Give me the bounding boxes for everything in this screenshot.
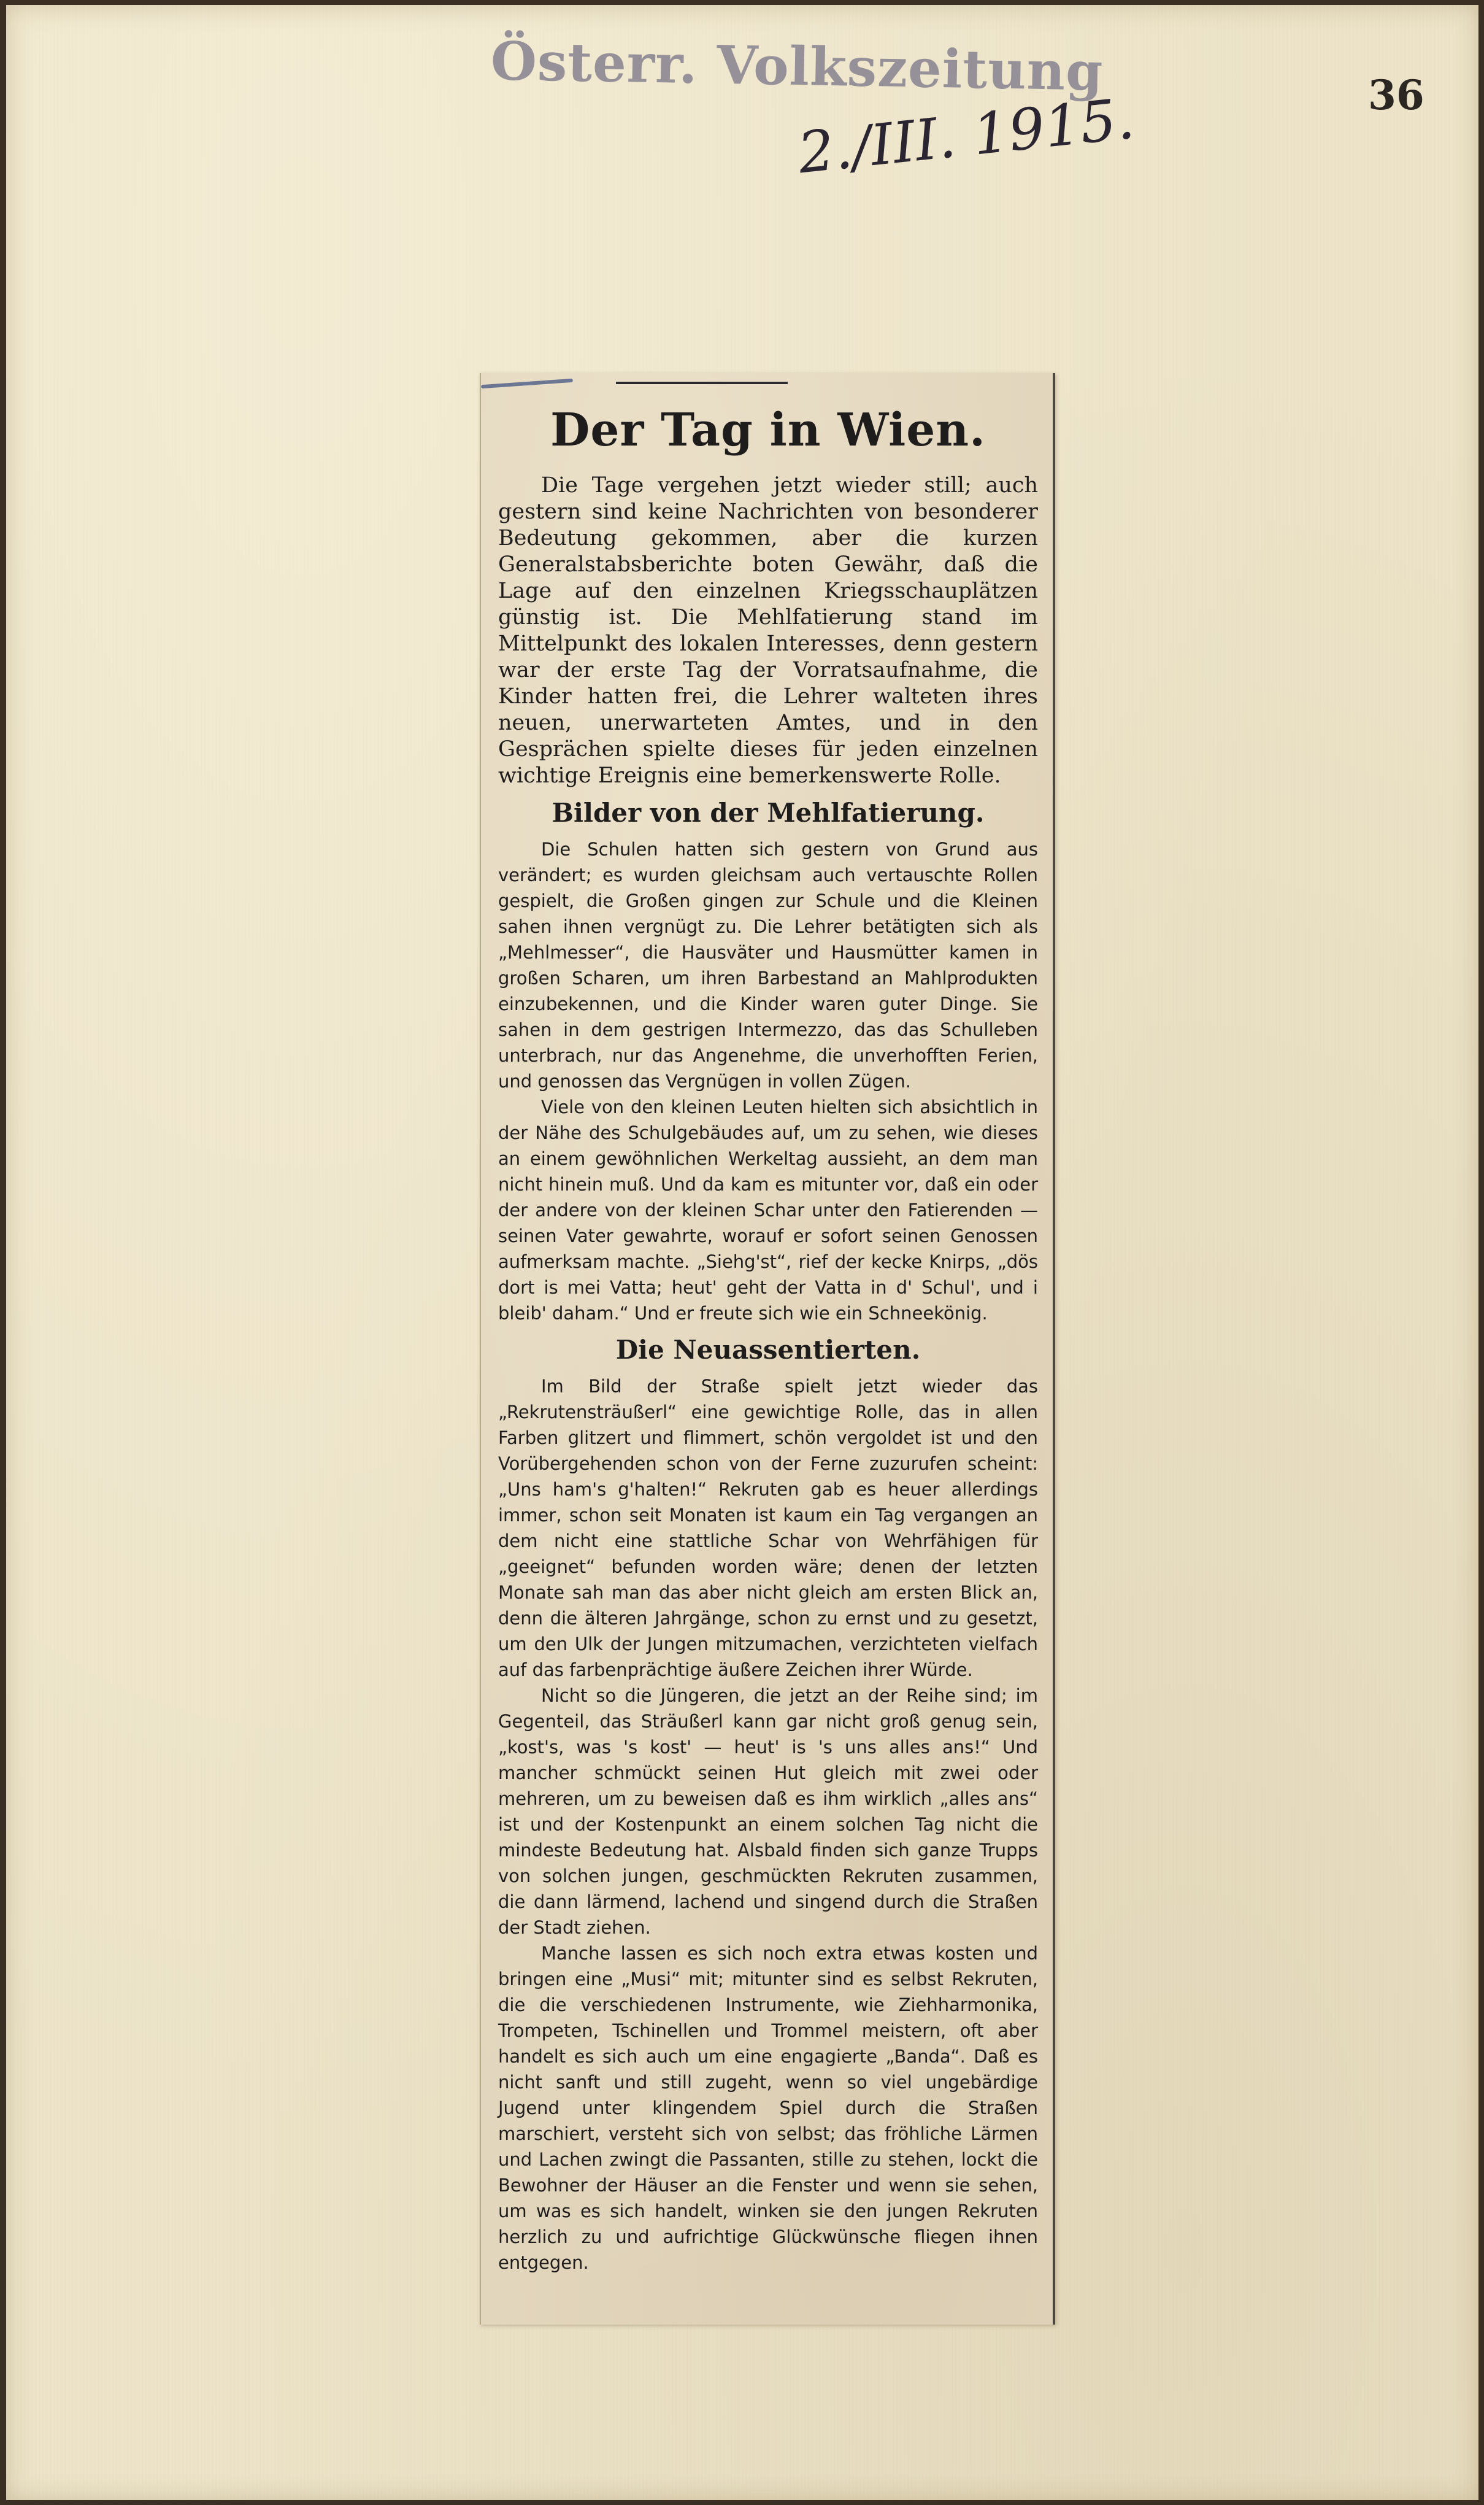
article-paragraph: Im Bild der Straße spielt jetzt wieder das „Rekrutensträußerl“ eine gewichtige Rolle, das in allen Farben glitzert und flimmert, schön vergoldet ist und den Vorübergehenden schon von der Ferne zuzurufen scheint: „Uns ham's g'halten!“ Rekruten gab es heuer allerdings immer, schon seit Monaten ist kaum ein Tag vergangen an dem nicht eine stattliche Schar von Wehrfähigen für „geeignet“ befunden worden wäre; denen der letzten Monate sah man das aber nicht gleich am ersten Blick an, denn die älteren Jahrgänge, schon zu ernst und zu gesetzt, um den Ulk der Jungen mitzumachen, verzichteten vielfach auf das farbenprächtige äußere Zeichen ihrer Würde. — [498, 1376, 1038, 1680]
ink-mark — [481, 379, 573, 388]
newspaper-clipping — [480, 373, 1055, 2325]
article-paragraph: Die Schulen hatten sich gestern von Grund aus verändert; es wurden gleichsam auch vertauschte Rollen gespielt, die Großen gingen zur Schule und die Kleinen sahen ihnen vergnügt zu. Die Lehrer betätigten sich als „Mehlmesser“, die Hausväter und Hausmütter kamen in großen Scharen, um ihren Barbestand an Mahlprodukten einzubekennen, und die Kinder waren guter Dinge. Sie sahen in dem gestrigen Intermezzo, das das Schulleben unterbrach, nur das Angenehme, die unverhofften Ferien, und genossen das Vergnügen in vollen Zügen. — [498, 839, 1038, 1092]
section-heading: Bilder von der Mehlfatierung. — [552, 798, 985, 828]
article-paragraph: Nicht so die Jüngeren, die jetzt an der Reihe sind; im Gegenteil, das Sträußerl kann gar nicht groß genug sein, „kost's, was 's kost' — heut' is 's uns alles ans!“ Und mancher schmückt seinen Hut gleich mit zwei oder mehreren, um zu beweisen daß es ihm wirklich „alles ans“ ist und der Kostenpunkt an einem solchen Tag nicht die mindeste Bedeutung hat. Alsbald finden sich ganze Trupps von solchen jungen, geschmückten Rekruten zusammen, die dann lärmend, lachend und singend durch die Straßen der Stadt ziehen. — [498, 1685, 1038, 1938]
archive-sheet — [6, 5, 1478, 2500]
section-heading: Die Neuassentierten. — [615, 1335, 921, 1365]
lead-paragraph: Die Tage vergehen jetzt wieder still; auch gestern sind keine Nachrichten von besonderer Bedeutung gekommen, aber die kurzen Generalstabsberichte boten Gewähr, daß die Lage auf den einzelnen Kriegsschauplätzen günstig ist. Die Mehlfatierung stand im Mittelpunkt des lokalen Interesses, denn gestern war der erste Tag der Vorratsaufnahme, die Kinder hatten frei, die Lehrer walteten ihres neuen, unerwarteten Amtes, und in den Gesprächen spielte dieses für jeden einzelnen wichtige Ereignis eine bemerkenswerte Rolle. — [498, 473, 1038, 788]
article-title: Der Tag in Wien. — [550, 404, 986, 457]
article-paragraph: Viele von den kleinen Leuten hielten sich absichtlich in der Nähe des Schulgebäudes auf, um zu sehen, wie dieses an einem gewöhnlichen Werkeltag aussieht, an dem man nicht hinein muß. Und da kam es mitunter vor, daß ein oder der andere von der kleinen Schar unter den Fatierenden — seinen Vater gewahrte, worauf er sofort seinen Genossen aufmerksam machte. „Siehg'st“, rief der kecke Knirps, „dös dort is mei Vatta; heut' geht der Vatta in d' Schul', und i bleib' daham.“ Und er freute sich wie ein Schneekönig. — [498, 1097, 1038, 1324]
article-paragraph: Manche lassen es sich noch extra etwas kosten und bringen eine „Musi“ mit; mitunter sind es selbst Rekruten, die die verschiedenen Instrumente, wie Ziehharmonika, Trompeten, Tschinellen und Trommel meistern, oft aber handelt es sich auch um eine engagierte „Banda“. Daß es nicht sanft und still zugeht, wenn so viel ungebärdige Jugend unter klingendem Spiel durch die Straßen marschiert, versteht sich von selbst; das fröhliche Lärmen und Lachen zwingt die Passanten, stille zu stehen, lockt die Bewohner der Häuser an die Fenster und wenn sie sehen, um was es sich handelt, winken sie den jungen Rekruten herzlich zu und aufrichtige Glückwünsche fliegen ihnen entgegen. — [498, 1943, 1038, 2273]
newspaper-stamp: Österr. Volkszeitung — [490, 30, 1104, 103]
handwritten-date: 2./III. 1915. — [794, 85, 1137, 187]
top-rule — [616, 382, 788, 384]
article-body — [498, 398, 1038, 2275]
page-number: 36 — [1368, 71, 1424, 119]
